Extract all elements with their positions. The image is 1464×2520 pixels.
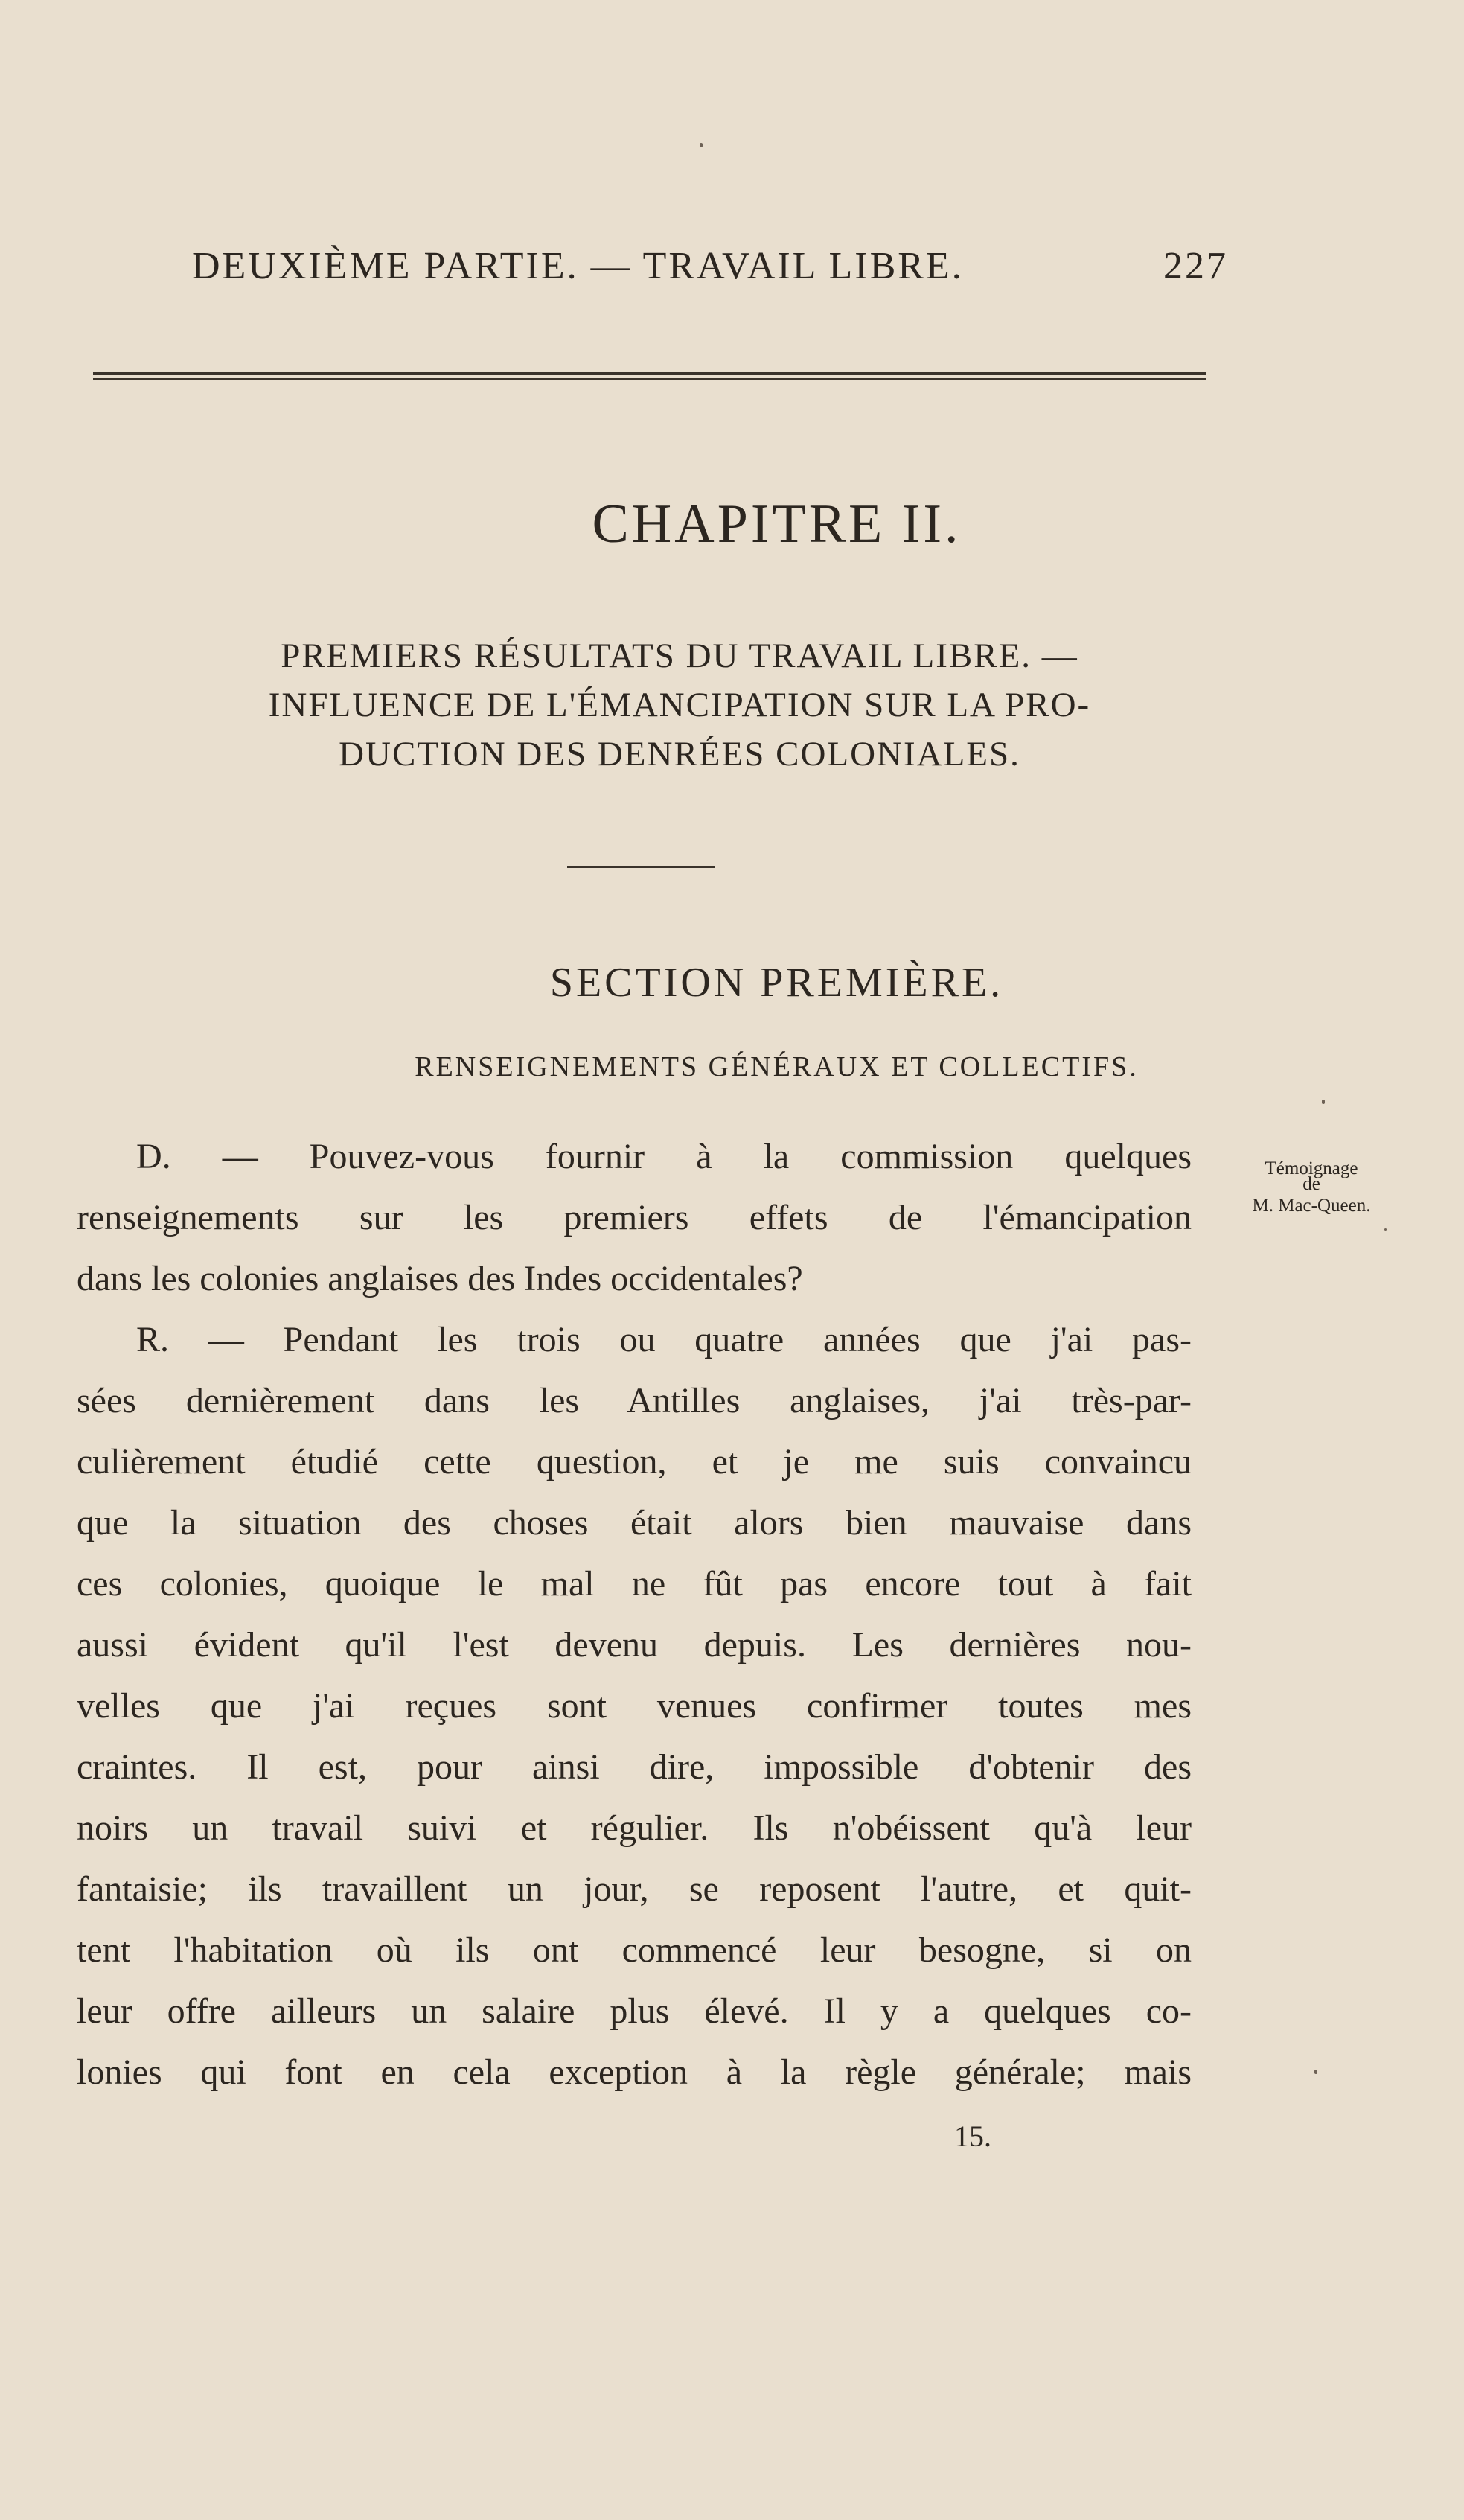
body-line: R. — Pendant les trois ou quatre années que j'ai pas- [136, 1320, 1192, 1359]
signature-mark: 15. [954, 2119, 991, 2153]
running-head-text: DEUXIÈME PARTIE. — TRAVAIL LIBRE. [192, 245, 964, 287]
paper-speck [700, 143, 703, 147]
paper-speck [1384, 1228, 1387, 1231]
body-line: craintes. Il est, pour ainsi dire, impossible d'obtenir des [77, 1747, 1192, 1787]
body-line: culièrement étudié cette question, et je me suis convaincu [77, 1442, 1192, 1481]
margin-note-line: de [1302, 1174, 1320, 1194]
chapter-title: CHAPITRE II. [592, 494, 962, 555]
chapter-subtitle [132, 631, 1227, 779]
section-title: SECTION PREMIÈRE. [549, 960, 1004, 1006]
margin-note [1218, 1154, 1404, 1221]
body-text [77, 1126, 1192, 2103]
body-line: aussi évident qu'il l'est devenu depuis. Les dernières nou- [77, 1625, 1192, 1665]
margin-note-line: Témoignage [1265, 1158, 1358, 1178]
body-line: sées dernièrement dans les Antilles anglaises, j'ai très-par- [77, 1381, 1192, 1420]
body-line: D. — Pouvez-vous fournir à la commission quelques [136, 1137, 1192, 1176]
body-line: tent l'habitation où ils ont commencé leur besogne, si on [77, 1930, 1192, 1970]
header-double-rule [93, 372, 1206, 380]
chapter-subtitle-line: PREMIERS RÉSULTATS DU TRAVAIL LIBRE. — [281, 637, 1078, 675]
body-line: lonies qui font en cela exception à la règle générale; mais [77, 2052, 1192, 2092]
page-number: 227 [1163, 245, 1228, 287]
body-line: noirs un travail suivi et régulier. Ils n'obéissent qu'à leur [77, 1808, 1192, 1848]
paper-speck [1322, 1100, 1325, 1104]
chapter-subtitle-line: INFLUENCE DE L'ÉMANCIPATION SUR LA PRO- [268, 686, 1091, 724]
body-line: fantaisie; ils travaillent un jour, se reposent l'autre, et quit- [77, 1869, 1192, 1909]
body-line: ces colonies, quoique le mal ne fût pas encore tout à fait [77, 1564, 1192, 1604]
body-line: renseignements sur les premiers effets de l'émancipation [77, 1198, 1192, 1237]
paper-speck [1314, 2070, 1317, 2074]
chapter-subtitle-line: DUCTION DES DENRÉES COLONIALES. [339, 735, 1020, 773]
margin-note-line: M. Mac-Queen. [1252, 1196, 1371, 1216]
body-line: leur offre ailleurs un salaire plus élevé. Il y a quelques co- [77, 1991, 1192, 2031]
body-line: velles que j'ai reçues sont venues confirmer toutes mes [77, 1686, 1192, 1726]
section-divider-rule [567, 866, 715, 868]
body-line: dans les colonies anglaises des Indes occidentales? [77, 1259, 803, 1298]
running-head [192, 244, 1228, 288]
body-line: que la situation des choses était alors bien mauvaise dans [77, 1503, 1192, 1543]
section-subtitle: RENSEIGNEMENTS GÉNÉRAUX ET COLLECTIFS. [415, 1051, 1139, 1082]
